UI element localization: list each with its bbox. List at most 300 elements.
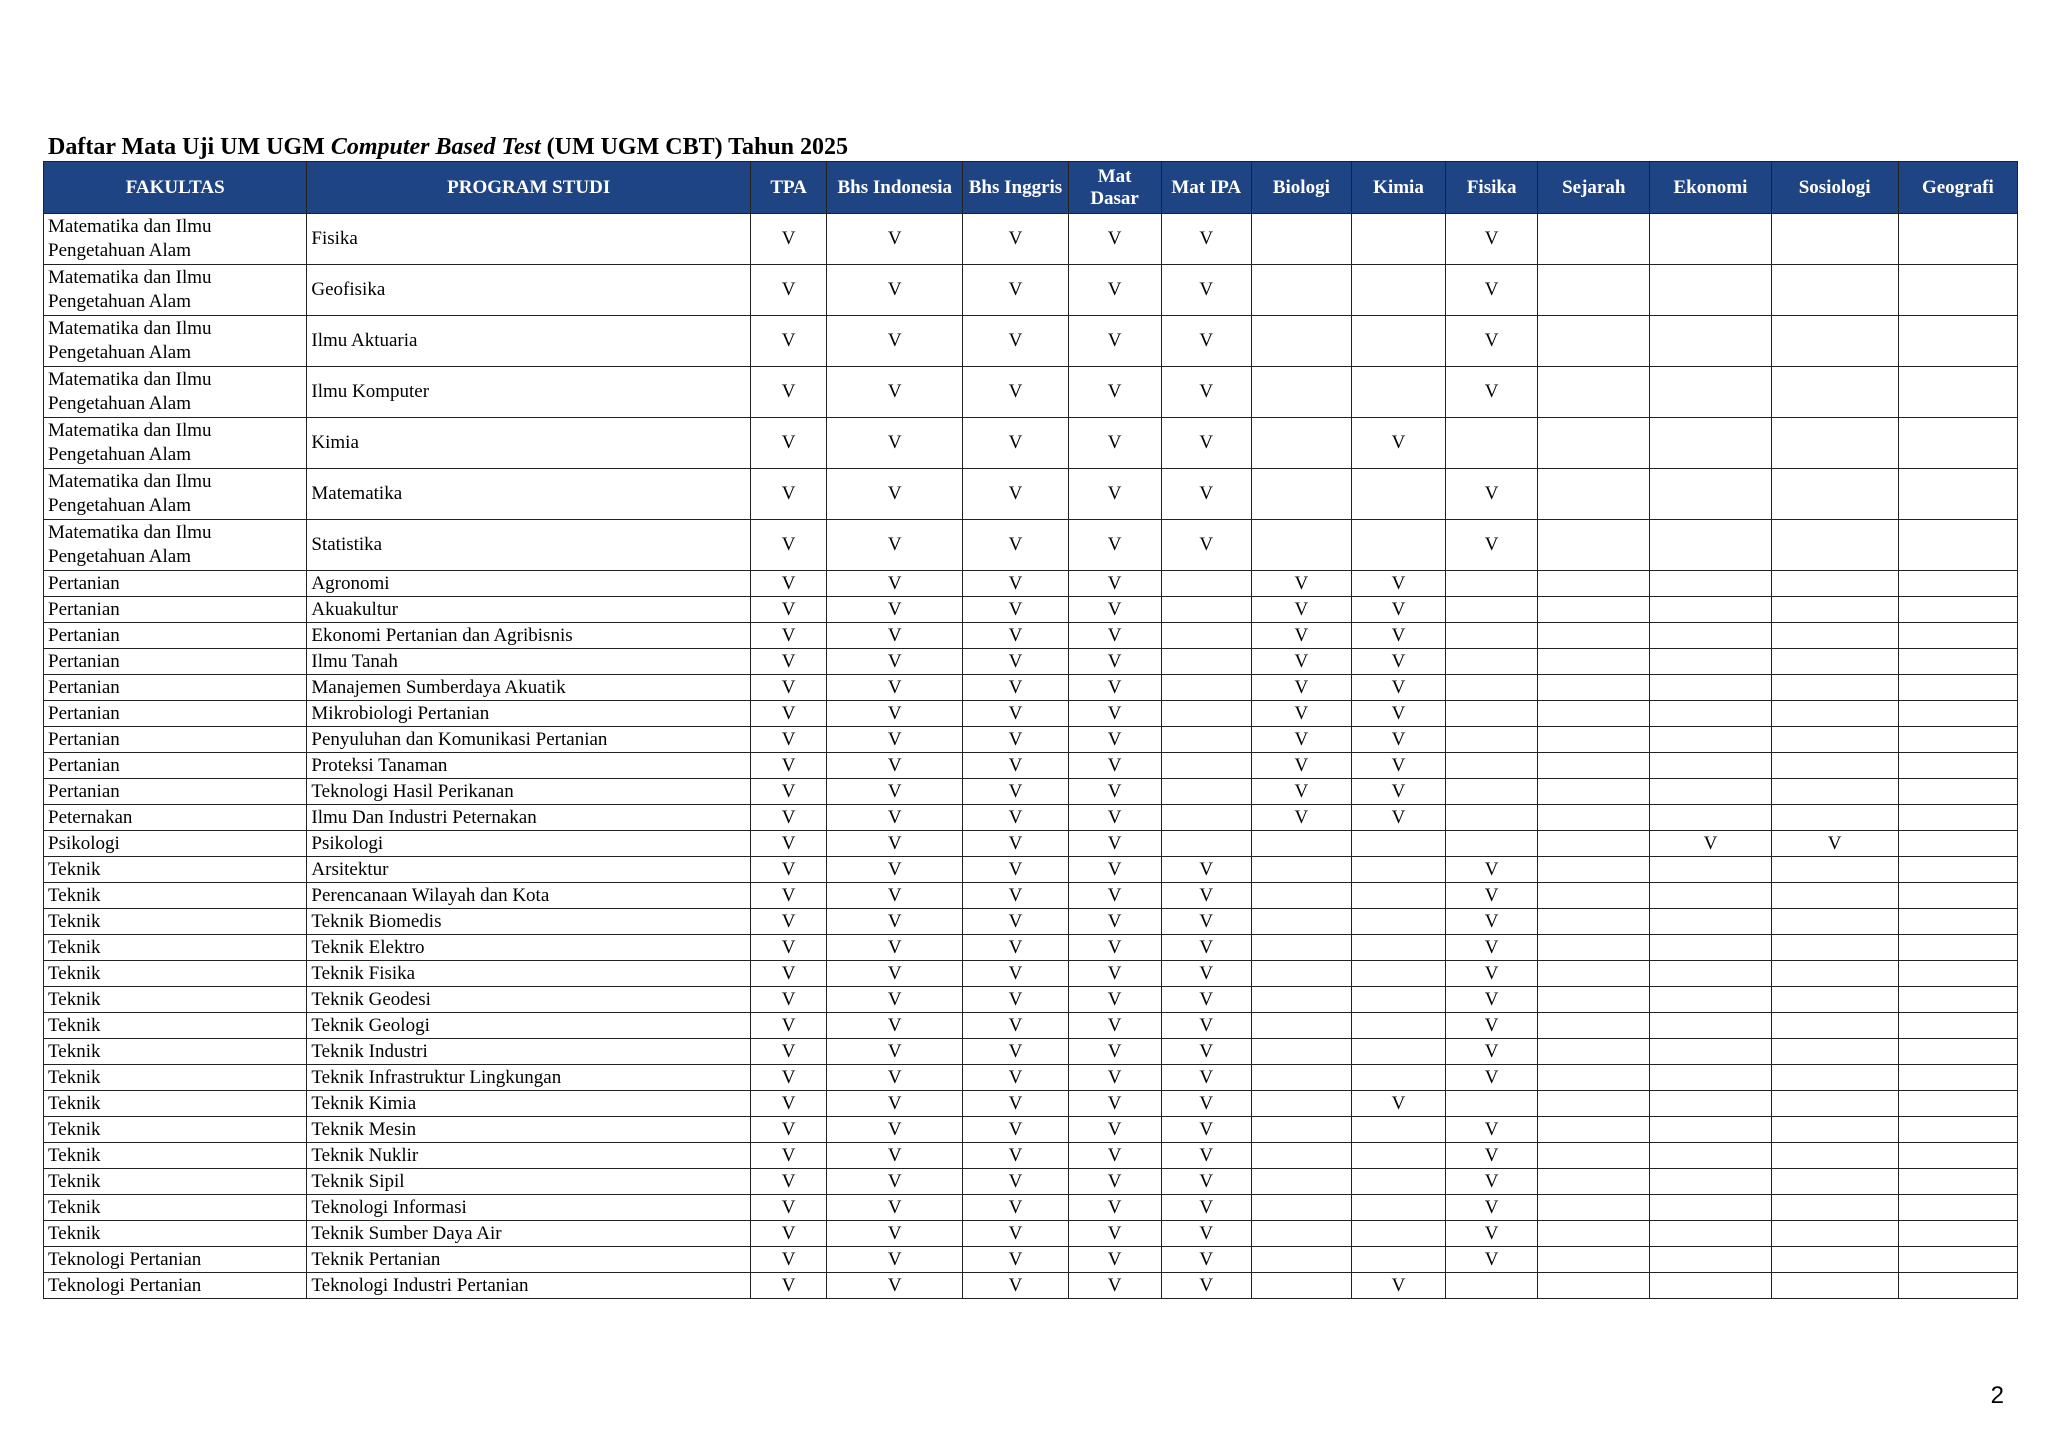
subject-mark-cell <box>1161 753 1251 779</box>
subject-mark-cell: V <box>1161 1169 1251 1195</box>
subject-mark-cell: V <box>963 623 1068 649</box>
subject-mark-cell: V <box>1161 883 1251 909</box>
subject-mark-cell: V <box>827 961 963 987</box>
subject-mark-cell <box>1650 1013 1771 1039</box>
subject-mark-cell <box>1538 831 1650 857</box>
subject-mark-cell <box>1538 805 1650 831</box>
subject-mark-cell: V <box>963 909 1068 935</box>
table-row <box>44 1091 2018 1117</box>
subject-mark-cell: V <box>1251 727 1351 753</box>
fakultas-cell: Teknik <box>44 1091 307 1117</box>
subject-mark-cell: V <box>827 701 963 727</box>
subject-mark-cell: V <box>1161 1091 1251 1117</box>
subject-mark-cell <box>1650 214 1771 265</box>
subject-mark-cell: V <box>827 1039 963 1065</box>
subject-mark-cell <box>1251 1221 1351 1247</box>
subject-mark-cell: V <box>1446 1013 1538 1039</box>
subject-mark-cell <box>1538 727 1650 753</box>
header-bhs-indonesia: Bhs Indonesia <box>827 162 963 214</box>
subject-mark-cell: V <box>963 649 1068 675</box>
subject-mark-cell: V <box>751 1143 827 1169</box>
subject-mark-cell <box>1251 1195 1351 1221</box>
subject-mark-cell <box>1538 1117 1650 1143</box>
fakultas-cell: Psikologi <box>44 831 307 857</box>
subject-mark-cell <box>1898 987 2017 1013</box>
subject-mark-cell <box>1650 265 1771 316</box>
subject-mark-cell: V <box>827 265 963 316</box>
program-studi-cell: Statistika <box>307 520 751 571</box>
header-biologi: Biologi <box>1251 162 1351 214</box>
subject-mark-cell: V <box>1068 1247 1161 1273</box>
header-fakultas: FAKULTAS <box>44 162 307 214</box>
subject-mark-cell: V <box>1161 961 1251 987</box>
subject-mark-cell <box>1771 1117 1898 1143</box>
subject-mark-cell <box>1161 805 1251 831</box>
subject-mark-cell: V <box>963 987 1068 1013</box>
subject-mark-cell <box>1771 1221 1898 1247</box>
subject-mark-cell: V <box>1161 857 1251 883</box>
subject-mark-cell: V <box>1161 520 1251 571</box>
program-studi-cell: Penyuluhan dan Komunikasi Pertanian <box>307 727 751 753</box>
subject-mark-cell <box>1771 805 1898 831</box>
subject-mark-cell <box>1771 753 1898 779</box>
subject-mark-cell <box>1538 1195 1650 1221</box>
subject-mark-cell: V <box>827 649 963 675</box>
subject-mark-cell: V <box>963 935 1068 961</box>
subject-mark-cell <box>1898 1195 2017 1221</box>
subject-mark-cell <box>1351 987 1445 1013</box>
subject-mark-cell: V <box>827 831 963 857</box>
table-row <box>44 701 2018 727</box>
subject-mark-cell <box>1771 214 1898 265</box>
program-studi-cell: Kimia <box>307 418 751 469</box>
table-row <box>44 779 2018 805</box>
subject-mark-cell <box>1351 961 1445 987</box>
subject-mark-cell <box>1771 961 1898 987</box>
header-geografi: Geografi <box>1898 162 2017 214</box>
program-studi-cell: Ekonomi Pertanian dan Agribisnis <box>307 623 751 649</box>
subject-mark-cell: V <box>1351 597 1445 623</box>
subject-mark-cell: V <box>1068 779 1161 805</box>
subject-mark-cell: V <box>1068 316 1161 367</box>
subject-mark-cell: V <box>827 1221 963 1247</box>
subject-mark-cell: V <box>827 469 963 520</box>
table-row <box>44 1169 2018 1195</box>
subject-mark-cell: V <box>1351 1091 1445 1117</box>
program-studi-cell: Teknik Elektro <box>307 935 751 961</box>
subject-mark-cell: V <box>1351 571 1445 597</box>
table-row <box>44 753 2018 779</box>
fakultas-cell: Teknik <box>44 1221 307 1247</box>
subject-mark-cell: V <box>963 727 1068 753</box>
program-studi-cell: Ilmu Aktuaria <box>307 316 751 367</box>
subject-mark-cell <box>1650 675 1771 701</box>
subject-mark-cell <box>1771 649 1898 675</box>
table-row <box>44 831 2018 857</box>
subject-mark-cell: V <box>1161 1117 1251 1143</box>
subject-mark-cell <box>1650 1169 1771 1195</box>
subject-mark-cell: V <box>963 469 1068 520</box>
subject-mark-cell <box>1161 649 1251 675</box>
subject-mark-cell <box>1251 1039 1351 1065</box>
title-part-1: Daftar Mata Uji UM UGM <box>48 134 331 160</box>
subject-mark-cell <box>1898 367 2017 418</box>
subject-mark-cell: V <box>751 1091 827 1117</box>
header-program-studi: PROGRAM STUDI <box>307 162 751 214</box>
subject-mark-cell <box>1161 623 1251 649</box>
subject-mark-cell: V <box>1351 753 1445 779</box>
subject-mark-cell: V <box>1251 571 1351 597</box>
subject-mark-cell: V <box>1351 418 1445 469</box>
subject-mark-cell <box>1251 367 1351 418</box>
subject-mark-cell: V <box>1351 727 1445 753</box>
subject-mark-cell <box>1351 214 1445 265</box>
subject-mark-cell: V <box>1068 727 1161 753</box>
subject-mark-cell <box>1251 1013 1351 1039</box>
subject-mark-cell: V <box>963 1039 1068 1065</box>
subject-mark-cell: V <box>751 1221 827 1247</box>
subject-mark-cell <box>1898 1013 2017 1039</box>
subject-mark-cell <box>1650 316 1771 367</box>
program-studi-cell: Teknik Fisika <box>307 961 751 987</box>
subject-mark-cell: V <box>1351 701 1445 727</box>
subject-mark-cell: V <box>827 779 963 805</box>
subject-mark-cell: V <box>751 649 827 675</box>
fakultas-cell: Teknologi Pertanian <box>44 1247 307 1273</box>
subject-mark-cell <box>1251 1143 1351 1169</box>
subject-mark-cell <box>1650 701 1771 727</box>
subject-mark-cell: V <box>1351 805 1445 831</box>
program-studi-cell: Teknik Pertanian <box>307 1247 751 1273</box>
subject-mark-cell <box>1898 1273 2017 1299</box>
subject-mark-cell: V <box>1446 1039 1538 1065</box>
subject-mark-cell <box>1161 779 1251 805</box>
subject-mark-cell <box>1898 935 2017 961</box>
subject-mark-cell: V <box>751 214 827 265</box>
program-studi-cell: Mikrobiologi Pertanian <box>307 701 751 727</box>
subject-mark-cell: V <box>1446 857 1538 883</box>
subject-mark-cell: V <box>751 316 827 367</box>
table-row <box>44 1013 2018 1039</box>
subject-mark-cell <box>1650 520 1771 571</box>
subject-mark-cell: V <box>1068 649 1161 675</box>
subject-mark-cell: V <box>1068 1117 1161 1143</box>
subject-mark-cell <box>1446 1273 1538 1299</box>
subject-mark-cell <box>1251 1117 1351 1143</box>
subject-mark-cell: V <box>751 831 827 857</box>
subject-mark-cell: V <box>1068 214 1161 265</box>
subject-mark-cell: V <box>1161 1143 1251 1169</box>
subject-mark-cell <box>1898 675 2017 701</box>
header-ekonomi: Ekonomi <box>1650 162 1771 214</box>
subject-mark-cell <box>1446 727 1538 753</box>
subject-mark-cell <box>1538 520 1650 571</box>
program-studi-cell: Teknik Infrastruktur Lingkungan <box>307 1065 751 1091</box>
subject-mark-cell <box>1161 571 1251 597</box>
subject-mark-cell: V <box>963 1195 1068 1221</box>
table-row <box>44 883 2018 909</box>
subject-mark-cell <box>1650 1143 1771 1169</box>
subject-mark-cell <box>1251 265 1351 316</box>
subject-mark-cell: V <box>751 1273 827 1299</box>
subject-mark-cell: V <box>751 597 827 623</box>
subject-mark-cell: V <box>1068 1143 1161 1169</box>
subject-mark-cell: V <box>1068 1169 1161 1195</box>
header-tpa: TPA <box>751 162 827 214</box>
subject-mark-cell <box>1351 1143 1445 1169</box>
subject-mark-cell: V <box>1161 1013 1251 1039</box>
fakultas-cell: Teknik <box>44 961 307 987</box>
subject-mark-cell: V <box>827 1065 963 1091</box>
subject-mark-cell <box>1771 265 1898 316</box>
subject-mark-cell: V <box>1068 571 1161 597</box>
subject-mark-cell: V <box>751 987 827 1013</box>
subject-mark-cell: V <box>827 1013 963 1039</box>
subject-mark-cell <box>1898 1143 2017 1169</box>
table-row <box>44 1039 2018 1065</box>
subject-mark-cell <box>1650 987 1771 1013</box>
subject-mark-cell: V <box>963 701 1068 727</box>
subject-mark-cell: V <box>1446 1143 1538 1169</box>
subject-mark-cell <box>1251 1169 1351 1195</box>
fakultas-cell: Matematika dan Ilmu Pengetahuan Alam <box>44 469 307 520</box>
table-header-row <box>44 162 2018 214</box>
subject-mark-cell <box>1650 1247 1771 1273</box>
subject-mark-cell: V <box>963 883 1068 909</box>
subject-mark-cell <box>1538 935 1650 961</box>
subject-mark-cell <box>1538 316 1650 367</box>
subject-mark-cell <box>1650 779 1771 805</box>
subject-mark-cell: V <box>1446 883 1538 909</box>
subject-mark-cell <box>1351 883 1445 909</box>
subject-mark-cell <box>1650 1065 1771 1091</box>
subject-mark-cell <box>1251 987 1351 1013</box>
subject-mark-cell <box>1538 909 1650 935</box>
program-studi-cell: Teknologi Informasi <box>307 1195 751 1221</box>
subject-mark-cell: V <box>827 520 963 571</box>
fakultas-cell: Pertanian <box>44 571 307 597</box>
subject-mark-cell <box>1538 1091 1650 1117</box>
subject-mark-cell: V <box>963 1221 1068 1247</box>
subject-mark-cell: V <box>963 961 1068 987</box>
subject-mark-cell <box>1446 753 1538 779</box>
subject-mark-cell: V <box>827 597 963 623</box>
subject-mark-cell <box>1771 1143 1898 1169</box>
fakultas-cell: Teknik <box>44 883 307 909</box>
subject-mark-cell <box>1650 1117 1771 1143</box>
subject-mark-cell <box>1251 520 1351 571</box>
subject-mark-cell: V <box>751 623 827 649</box>
subject-mark-cell: V <box>1251 649 1351 675</box>
subject-mark-cell <box>1771 1247 1898 1273</box>
subject-mark-cell: V <box>963 316 1068 367</box>
subject-mark-cell <box>1538 753 1650 779</box>
table-row <box>44 1195 2018 1221</box>
subject-mark-cell <box>1251 961 1351 987</box>
page-title <box>48 132 848 162</box>
subject-mark-cell: V <box>827 571 963 597</box>
subject-mark-cell: V <box>1446 987 1538 1013</box>
subject-mark-cell <box>1538 571 1650 597</box>
subject-mark-cell <box>1538 597 1650 623</box>
subject-mark-cell <box>1650 597 1771 623</box>
subject-mark-cell <box>1351 1195 1445 1221</box>
subject-mark-cell <box>1771 316 1898 367</box>
subject-mark-cell: V <box>963 214 1068 265</box>
subject-mark-cell: V <box>1446 520 1538 571</box>
subject-mark-cell: V <box>963 831 1068 857</box>
subject-mark-cell <box>1650 883 1771 909</box>
subject-mark-cell: V <box>827 805 963 831</box>
subject-mark-cell: V <box>1351 1273 1445 1299</box>
subject-mark-cell: V <box>1351 649 1445 675</box>
subject-mark-cell: V <box>1446 1065 1538 1091</box>
subject-mark-cell <box>1771 727 1898 753</box>
table-row <box>44 987 2018 1013</box>
subject-mark-cell <box>1161 701 1251 727</box>
subject-mark-cell <box>1650 623 1771 649</box>
subject-mark-cell: V <box>751 1039 827 1065</box>
subject-mark-cell <box>1351 1117 1445 1143</box>
subject-mark-cell <box>1446 1091 1538 1117</box>
subject-mark-cell <box>1538 961 1650 987</box>
subject-mark-cell: V <box>1351 675 1445 701</box>
subject-mark-cell: V <box>1446 935 1538 961</box>
table-row <box>44 857 2018 883</box>
subject-mark-cell <box>1771 1039 1898 1065</box>
subject-mark-cell <box>1351 469 1445 520</box>
subject-mark-cell <box>1446 623 1538 649</box>
subject-mark-cell: V <box>827 1273 963 1299</box>
table-row <box>44 909 2018 935</box>
program-studi-cell: Ilmu Dan Industri Peternakan <box>307 805 751 831</box>
program-studi-cell: Teknik Sipil <box>307 1169 751 1195</box>
table-row <box>44 1143 2018 1169</box>
subject-mark-cell <box>1771 1273 1898 1299</box>
table-row <box>44 805 2018 831</box>
subject-mark-cell: V <box>827 1247 963 1273</box>
subject-mark-cell <box>1771 520 1898 571</box>
subject-mark-cell <box>1898 1117 2017 1143</box>
fakultas-cell: Teknik <box>44 1117 307 1143</box>
table-row <box>44 214 2018 265</box>
subject-mark-cell <box>1251 935 1351 961</box>
subject-mark-cell: V <box>963 367 1068 418</box>
subject-mark-cell: V <box>1161 1247 1251 1273</box>
subject-mark-cell: V <box>1251 675 1351 701</box>
subject-mark-cell <box>1538 265 1650 316</box>
subject-mark-cell <box>1898 571 2017 597</box>
subject-mark-cell <box>1898 316 2017 367</box>
subject-mark-cell <box>1538 1221 1650 1247</box>
subject-mark-cell: V <box>1161 469 1251 520</box>
subject-mark-cell <box>1446 649 1538 675</box>
subject-mark-cell <box>1446 597 1538 623</box>
subject-mark-cell: V <box>827 857 963 883</box>
subject-mark-cell: V <box>963 571 1068 597</box>
table-row <box>44 265 2018 316</box>
subject-mark-cell <box>1538 1169 1650 1195</box>
subject-mark-cell: V <box>1068 987 1161 1013</box>
subject-mark-cell <box>1898 909 2017 935</box>
program-studi-cell: Teknik Sumber Daya Air <box>307 1221 751 1247</box>
subject-mark-cell: V <box>751 1247 827 1273</box>
subject-mark-cell <box>1771 935 1898 961</box>
subject-mark-cell <box>1898 805 2017 831</box>
subject-mark-cell <box>1650 727 1771 753</box>
subject-mark-cell <box>1446 805 1538 831</box>
subject-mark-cell <box>1351 265 1445 316</box>
header-bhs-inggris: Bhs Inggris <box>963 162 1068 214</box>
subject-mark-cell <box>1351 857 1445 883</box>
subject-mark-cell: V <box>827 214 963 265</box>
fakultas-cell: Pertanian <box>44 701 307 727</box>
subject-mark-cell <box>1771 909 1898 935</box>
subject-mark-cell <box>1538 214 1650 265</box>
subject-mark-cell: V <box>1446 265 1538 316</box>
subject-mark-cell <box>1446 675 1538 701</box>
fakultas-cell: Pertanian <box>44 727 307 753</box>
subject-mark-cell: V <box>751 883 827 909</box>
subject-mark-cell: V <box>963 265 1068 316</box>
subject-mark-cell <box>1898 701 2017 727</box>
subject-mark-cell <box>1771 701 1898 727</box>
subject-mark-cell <box>1351 1039 1445 1065</box>
fakultas-cell: Matematika dan Ilmu Pengetahuan Alam <box>44 265 307 316</box>
subject-mark-cell: V <box>1161 1039 1251 1065</box>
page-number: 2 <box>1990 1382 2004 1409</box>
subject-mark-cell <box>1251 316 1351 367</box>
subject-mark-cell: V <box>751 1013 827 1039</box>
subject-mark-cell <box>1251 1247 1351 1273</box>
subject-mark-cell: V <box>1771 831 1898 857</box>
subject-mark-cell <box>1161 831 1251 857</box>
subject-mark-cell <box>1650 469 1771 520</box>
subject-mark-cell: V <box>1068 520 1161 571</box>
program-studi-cell: Teknik Mesin <box>307 1117 751 1143</box>
table-row <box>44 961 2018 987</box>
subject-mark-cell: V <box>1068 909 1161 935</box>
subject-mark-cell: V <box>1068 701 1161 727</box>
subject-mark-cell: V <box>751 961 827 987</box>
subject-mark-cell <box>1650 909 1771 935</box>
fakultas-cell: Matematika dan Ilmu Pengetahuan Alam <box>44 316 307 367</box>
subject-mark-cell: V <box>751 857 827 883</box>
subject-mark-cell: V <box>751 909 827 935</box>
header-mat-ipa: Mat IPA <box>1161 162 1251 214</box>
subject-mark-cell: V <box>1068 1273 1161 1299</box>
subject-mark-cell <box>1161 597 1251 623</box>
subject-mark-cell: V <box>1161 987 1251 1013</box>
subject-mark-cell <box>1538 1247 1650 1273</box>
subject-mark-cell: V <box>1161 1221 1251 1247</box>
table-row <box>44 649 2018 675</box>
subject-mark-cell <box>1351 1013 1445 1039</box>
subject-mark-cell <box>1650 649 1771 675</box>
fakultas-cell: Matematika dan Ilmu Pengetahuan Alam <box>44 214 307 265</box>
subject-mark-cell: V <box>1068 753 1161 779</box>
subject-mark-cell <box>1538 469 1650 520</box>
subject-mark-cell: V <box>1068 1065 1161 1091</box>
program-studi-cell: Teknik Geologi <box>307 1013 751 1039</box>
subject-mark-cell: V <box>827 987 963 1013</box>
subject-mark-cell <box>1446 571 1538 597</box>
subject-mark-cell: V <box>1068 469 1161 520</box>
subject-mark-cell <box>1650 805 1771 831</box>
subject-mark-cell <box>1251 1091 1351 1117</box>
fakultas-cell: Peternakan <box>44 805 307 831</box>
program-studi-cell: Teknik Geodesi <box>307 987 751 1013</box>
